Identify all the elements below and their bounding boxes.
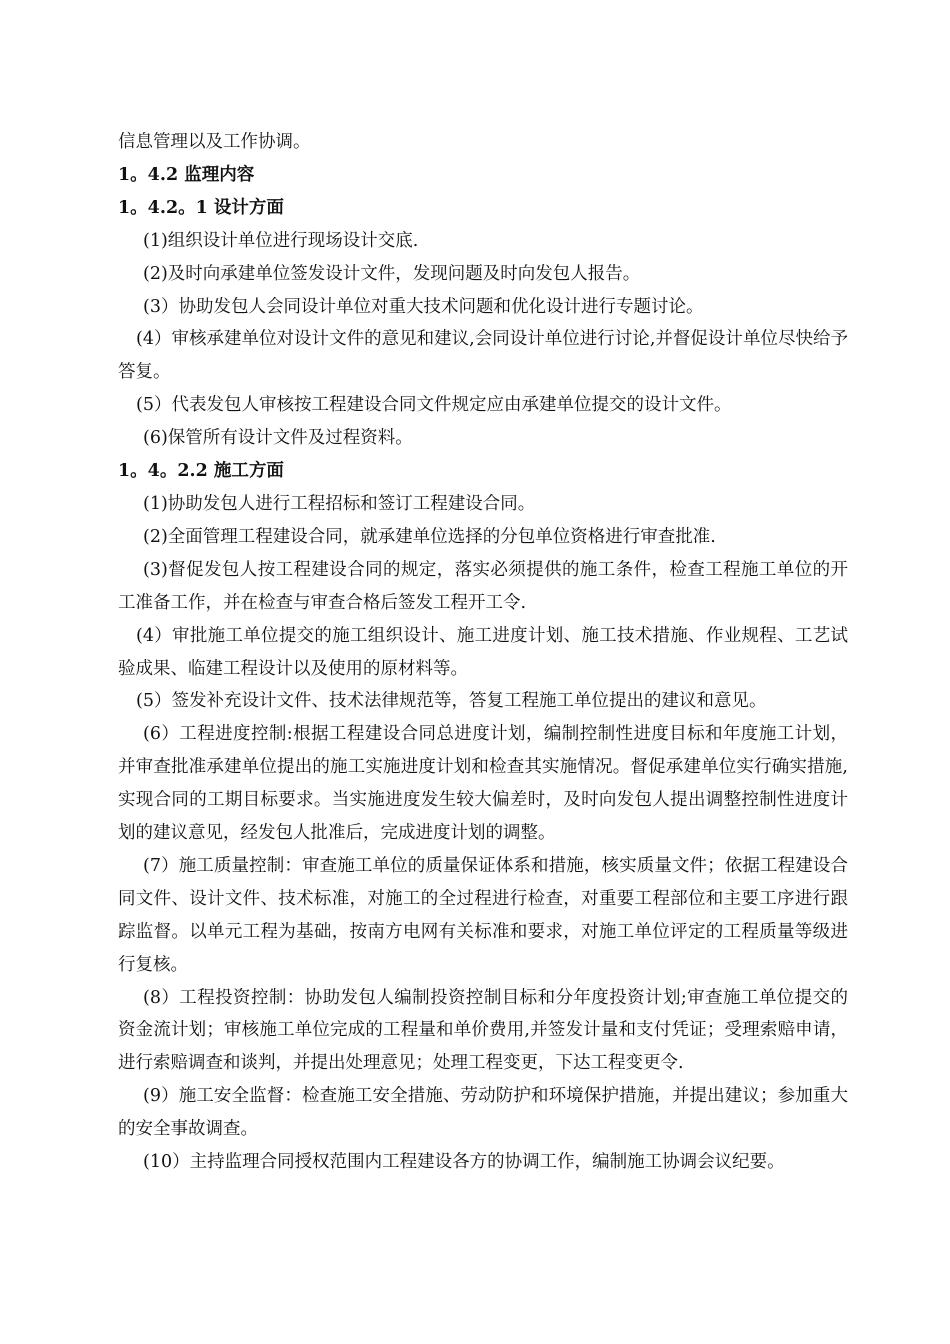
continuation-text: 信息管理以及工作协调。 bbox=[118, 132, 311, 152]
design-item-1: (1)组织设计单位进行现场设计交底. bbox=[143, 230, 419, 251]
design-item-3: (3）协助发包人会同设计单位对重大技术问题和优化设计进行专题讨论。 bbox=[143, 296, 704, 317]
construction-item-10: (10）主持监理合同授权范围内工程建设各方的协调工作，编制施工协调会议纪要。 bbox=[143, 1152, 785, 1173]
construction-item-3: (3)督促发包人按工程建设合同的规定，落实必须提供的施工条件，检查工程施工单位的开工准备工作，并在检查与审查合格后签发工程开工令. bbox=[118, 559, 848, 613]
construction-item-8: (8）工程投资控制：协助发包人编制投资控制目标和分年度投资计划;审查施工单位提交的资金流计划；审核施工单位完成的工程量和单价费用,并签发计量和支付凭证；受理索赔申请，进行索赔调查和谈判，并提出处理意见；处理工程变更，下达工程变更令. bbox=[118, 987, 848, 1074]
construction-item-5: (5）签发补充设计文件、技术法律规范等，答复工程施工单位提出的建议和意见。 bbox=[136, 691, 767, 712]
design-item-2: (2)及时向承建单位签发设计文件，发现问题及时向发包人报告。 bbox=[143, 263, 641, 284]
design-item-6: (6)保管所有设计文件及过程资料。 bbox=[143, 428, 413, 449]
document-page bbox=[118, 126, 848, 1179]
construction-item-6: (6）工程进度控制:根据工程建设合同总进度计划，编制控制性进度目标和年度施工计划，并审查批准承建单位提出的施工实施进度计划和检查其实施情况。督促承建单位实行确实措施,实现合同的工期目标要求。当实施进度发生较大偏差时，及时向发包人提出调整控制性进度计划的建议意见，经发包人批准后，完成进度计划的调整。 bbox=[118, 724, 848, 844]
construction-item-7: (7）施工质量控制：审查施工单位的质量保证体系和措施，核实质量文件；依据工程建设合同文件、设计文件、技术标准，对施工的全过程进行检查，对重要工程部位和主要工序进行跟踪监督。以单元工程为基础，按南方电网有关标准和要求，对施工单位评定的工程质量等级进行复核。 bbox=[118, 855, 848, 975]
construction-item-9: (9）施工安全监督：检查施工安全措施、劳动防护和环境保护措施，并提出建议；参加重大的安全事故调查。 bbox=[118, 1086, 848, 1140]
section-heading-1-4-2-1: 1。4.2。1 设计方面 bbox=[118, 197, 284, 218]
section-heading-1-4-2: 1。4.2 监理内容 bbox=[118, 164, 255, 185]
construction-item-4: (4）审批施工单位提交的施工组织设计、施工进度计划、施工技术措施、作业规程、工艺试验成果、临建工程设计以及使用的原材料等。 bbox=[118, 625, 848, 679]
construction-item-1: (1)协助发包人进行工程招标和签订工程建设合同。 bbox=[143, 493, 536, 514]
design-item-4: (4）审核承建单位对设计文件的意见和建议,会同设计单位进行讨论,并督促设计单位尽快给予答复。 bbox=[118, 329, 848, 383]
construction-item-2: (2)全面管理工程建设合同，就承建单位选择的分包单位资格进行审查批准. bbox=[143, 526, 716, 547]
design-item-5: (5）代表发包人审核按工程建设合同文件规定应由承建单位提交的设计文件。 bbox=[136, 395, 732, 416]
section-heading-1-4-2-2: 1。4。2.2 施工方面 bbox=[118, 461, 284, 482]
